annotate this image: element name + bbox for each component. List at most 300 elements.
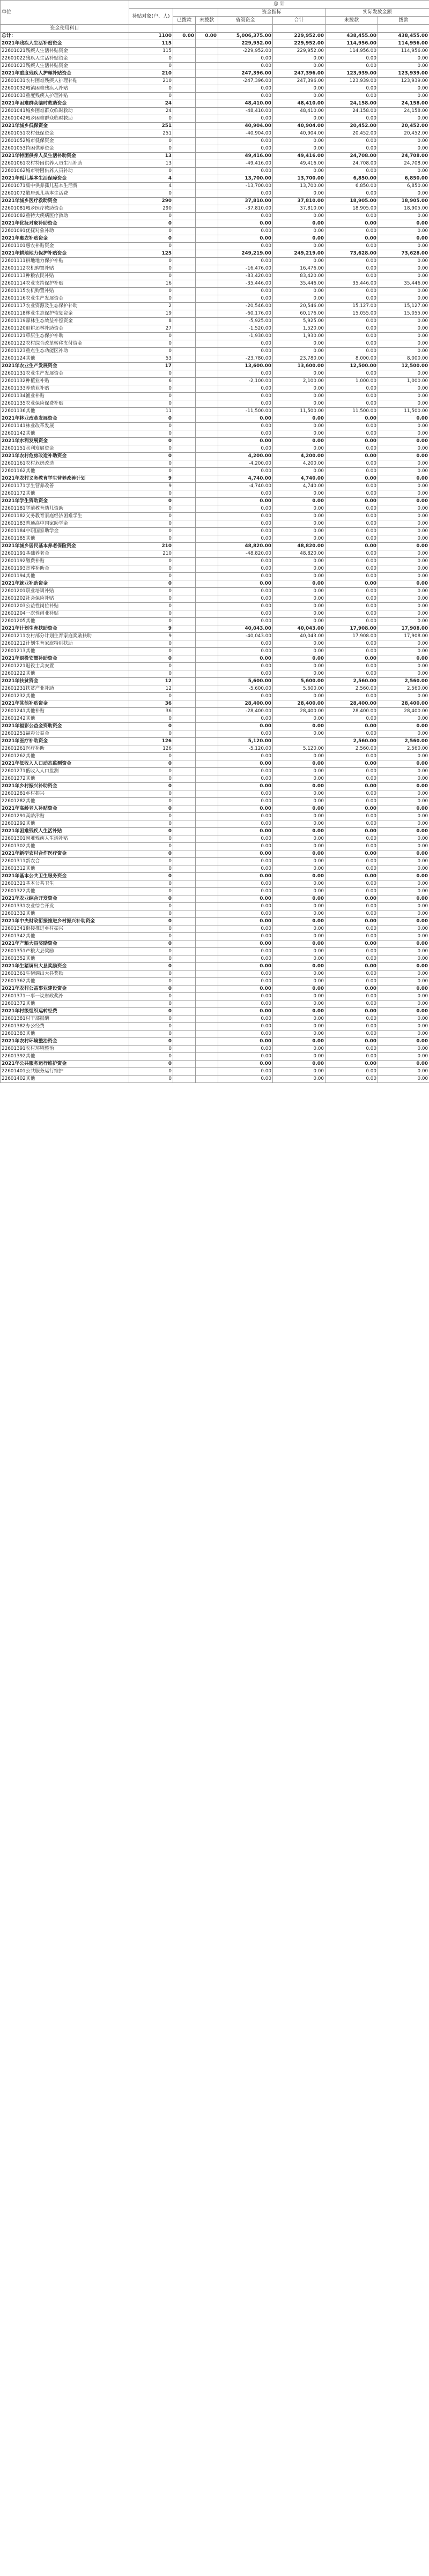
row-paid: 0.00	[378, 940, 429, 948]
row-already-paid	[173, 363, 196, 370]
row-already-paid	[173, 865, 196, 873]
row-paid: 18,905.00	[378, 205, 429, 213]
row-count: 19	[129, 310, 173, 318]
row-paid: 0.00	[378, 430, 429, 438]
row-paid: 0.00	[378, 573, 429, 580]
row-subject: 22601271低收入人口监测	[1, 768, 129, 775]
row-unpaid2: 0.00	[326, 910, 378, 918]
row-paid: 0.00	[378, 903, 429, 910]
row-subject: 22601205其他	[1, 618, 129, 625]
row-unpaid	[196, 903, 218, 910]
row-central-funds: 0.00	[218, 385, 273, 393]
row-unpaid2: 0.00	[326, 273, 378, 280]
row-already-paid	[173, 475, 196, 483]
row-unpaid2: 0.00	[326, 1000, 378, 1008]
row-unpaid	[196, 475, 218, 483]
row-unpaid2: 15,127.00	[326, 303, 378, 310]
row-subject: 22601162其他	[1, 468, 129, 475]
row-paid: 0.00	[378, 565, 429, 573]
row-paid: 0.00	[378, 393, 429, 400]
row-paid: 0.00	[378, 993, 429, 1000]
row-unpaid2: 0.00	[326, 138, 378, 145]
table-row	[1, 325, 429, 333]
row-subtotal: 0.00	[273, 978, 326, 985]
row-unpaid2: 0.00	[326, 295, 378, 303]
row-subject: 22601371一事一议财政奖补	[1, 993, 129, 1000]
row-unpaid2: 0.00	[326, 753, 378, 760]
row-unpaid2: 123,939.00	[326, 70, 378, 78]
row-count: 0	[129, 453, 173, 460]
row-count: 0	[129, 288, 173, 295]
table-row	[1, 400, 429, 408]
row-central-funds: 0.00	[218, 843, 273, 850]
row-subtotal: 13,700.00	[273, 183, 326, 190]
row-paid: 0.00	[378, 805, 429, 813]
row-central-funds: 0.00	[218, 370, 273, 378]
row-paid: 0.00	[378, 880, 429, 888]
table-row	[1, 588, 429, 595]
row-subject: 2021年福彩公益金资助资金	[1, 723, 129, 730]
row-count: 0	[129, 873, 173, 880]
row-subject: 22601342其他	[1, 933, 129, 940]
row-subtotal: 4,740.00	[273, 475, 326, 483]
row-subject: 22601341衔接推进乡村振兴	[1, 925, 129, 933]
row-subtotal: 0.00	[273, 535, 326, 543]
row-count: 17	[129, 363, 173, 370]
row-subject: 22601322其他	[1, 888, 129, 895]
row-paid: 8,000.00	[378, 355, 429, 363]
row-central-funds: 0.00	[218, 468, 273, 475]
row-unpaid2: 35,446.00	[326, 280, 378, 288]
row-unpaid2: 0.00	[326, 145, 378, 153]
row-unpaid2: 0.00	[326, 768, 378, 775]
row-subject: 22601136其他	[1, 408, 129, 415]
row-subtotal: 0.00	[273, 1023, 326, 1031]
row-count: 9	[129, 633, 173, 640]
row-paid: 0.00	[378, 235, 429, 243]
table-row	[1, 385, 429, 393]
count-header: 补贴对象(户、人)	[129, 9, 173, 25]
row-subject: 22601114农业支持保护补贴	[1, 280, 129, 288]
row-already-paid	[173, 108, 196, 115]
row-central-funds: 0.00	[218, 400, 273, 408]
row-unpaid2: 24,158.00	[326, 100, 378, 108]
row-subtotal: 0.00	[273, 1000, 326, 1008]
row-already-paid	[173, 738, 196, 745]
row-unpaid2: 0.00	[326, 340, 378, 348]
row-already-paid	[173, 400, 196, 408]
row-subject: 22601151水利发展资金	[1, 445, 129, 453]
row-subtotal: 0.00	[273, 220, 326, 228]
row-unpaid2: 0.00	[326, 573, 378, 580]
row-unpaid2: 123,939.00	[326, 78, 378, 85]
row-central-funds: -4,200.00	[218, 460, 273, 468]
row-already-paid	[173, 903, 196, 910]
row-subtotal: 0.00	[273, 288, 326, 295]
table-row	[1, 550, 429, 558]
row-unpaid	[196, 333, 218, 340]
row-subtotal: 0.00	[273, 1076, 326, 1083]
row-central-funds: 0.00	[218, 865, 273, 873]
table-row	[1, 138, 429, 145]
row-subtotal: 23,780.00	[273, 355, 326, 363]
row-unpaid	[196, 730, 218, 738]
row-paid: 0.00	[378, 520, 429, 528]
table-row	[1, 910, 429, 918]
table-row	[1, 700, 429, 708]
table-row	[1, 520, 429, 528]
row-already-paid	[173, 580, 196, 588]
row-already-paid	[173, 355, 196, 363]
row-subject: 22601312其他	[1, 865, 129, 873]
row-unpaid2: 0.00	[326, 798, 378, 805]
row-count: 0	[129, 228, 173, 235]
row-unpaid	[196, 370, 218, 378]
row-unpaid2: 0.00	[326, 63, 378, 70]
row-central-funds: 0.00	[218, 288, 273, 295]
row-paid: 0.00	[378, 423, 429, 430]
row-unpaid2: 0.00	[326, 610, 378, 618]
table-row	[1, 948, 429, 955]
row-unpaid2: 0.00	[326, 918, 378, 925]
row-subtotal: 0.00	[273, 790, 326, 798]
row-paid: 0.00	[378, 970, 429, 978]
row-subtotal: 1,930.00	[273, 333, 326, 340]
row-count: 0	[129, 775, 173, 783]
table-row	[1, 123, 429, 130]
row-central-funds: -48,820.00	[218, 550, 273, 558]
row-count: 0	[129, 1046, 173, 1053]
row-unpaid	[196, 1023, 218, 1031]
row-already-paid	[173, 715, 196, 723]
row-central-funds: 0.00	[218, 970, 273, 978]
subject-header: 资金使用科目	[1, 25, 129, 33]
row-already-paid	[173, 753, 196, 760]
row-unpaid	[196, 618, 218, 625]
row-count: 0	[129, 978, 173, 985]
row-count: 4	[129, 175, 173, 183]
row-paid: 0.00	[378, 288, 429, 295]
row-unpaid	[196, 648, 218, 655]
row-already-paid	[173, 55, 196, 63]
row-subtotal: 0.00	[273, 670, 326, 678]
row-count: 0	[129, 243, 173, 250]
row-count: 0	[129, 115, 173, 123]
row-count: 251	[129, 130, 173, 138]
row-already-paid	[173, 970, 196, 978]
row-unpaid	[196, 1061, 218, 1068]
row-already-paid	[173, 228, 196, 235]
row-unpaid2: 0.00	[326, 618, 378, 625]
row-count: 0	[129, 693, 173, 700]
row-count: 0	[129, 895, 173, 903]
row-already-paid	[173, 678, 196, 685]
row-unpaid	[196, 168, 218, 175]
row-central-funds: -16,476.00	[218, 265, 273, 273]
row-unpaid	[196, 1031, 218, 1038]
table-row	[1, 730, 429, 738]
row-unpaid	[196, 273, 218, 280]
row-subject: 2021年村级组织运转经费	[1, 1008, 129, 1016]
row-paid: 0.00	[378, 85, 429, 93]
table-row	[1, 258, 429, 265]
row-subject: 2021年扶贫资金	[1, 678, 129, 685]
row-unpaid2: 0.00	[326, 925, 378, 933]
row-central-funds: 28,400.00	[218, 700, 273, 708]
table-row	[1, 145, 429, 153]
row-count: 24	[129, 100, 173, 108]
row-subject: 2021年基本公共卫生服务资金	[1, 873, 129, 880]
row-unpaid	[196, 850, 218, 858]
row-paid: 0.00	[378, 580, 429, 588]
row-paid: 0.00	[378, 775, 429, 783]
row-paid: 0.00	[378, 550, 429, 558]
row-paid: 0.00	[378, 655, 429, 663]
row-already-paid	[173, 280, 196, 288]
row-already-paid	[173, 498, 196, 505]
row-subtotal: 0.00	[273, 145, 326, 153]
subsidy-funds-table	[0, 0, 429, 1083]
row-central-funds: 0.00	[218, 213, 273, 220]
row-already-paid	[173, 933, 196, 940]
row-paid: 0.00	[378, 858, 429, 865]
table-row	[1, 993, 429, 1000]
row-central-funds: 0.00	[218, 1008, 273, 1016]
row-unpaid2: 0.00	[326, 1008, 378, 1016]
row-unpaid2: 73,628.00	[326, 250, 378, 258]
row-count: 0	[129, 333, 173, 340]
row-subtotal: 249,219.00	[273, 250, 326, 258]
row-count: 1100	[129, 33, 173, 40]
row-subtotal: 37,810.00	[273, 205, 326, 213]
row-central-funds: -37,810.00	[218, 205, 273, 213]
row-already-paid	[173, 288, 196, 295]
total-header: 总 计	[129, 1, 429, 9]
row-subtotal: 0.00	[273, 520, 326, 528]
table-row	[1, 528, 429, 535]
table-row	[1, 835, 429, 843]
row-already-paid	[173, 220, 196, 228]
table-row	[1, 1068, 429, 1076]
row-unpaid	[196, 243, 218, 250]
actual-paid-header: 实际发放金额	[326, 9, 429, 17]
row-subject: 22601391农村环境整治	[1, 1046, 129, 1053]
row-unpaid2: 24,158.00	[326, 108, 378, 115]
table-row	[1, 265, 429, 273]
row-count: 0	[129, 1008, 173, 1016]
row-unpaid2: 15,055.00	[326, 310, 378, 318]
row-unpaid2: 0.00	[326, 258, 378, 265]
row-subtotal: 0.00	[273, 528, 326, 535]
table-row	[1, 723, 429, 730]
table-row	[1, 925, 429, 933]
table-row	[1, 468, 429, 475]
row-unpaid	[196, 48, 218, 55]
row-subject: 22601242其他	[1, 715, 129, 723]
row-unpaid	[196, 258, 218, 265]
row-already-paid	[173, 873, 196, 880]
row-already-paid	[173, 625, 196, 633]
row-already-paid	[173, 333, 196, 340]
table-row	[1, 850, 429, 858]
row-count: 0	[129, 528, 173, 535]
row-subject: 2021年优抚对象补助资金	[1, 220, 129, 228]
row-unpaid	[196, 978, 218, 985]
row-subtotal: 0.00	[273, 775, 326, 783]
row-already-paid	[173, 310, 196, 318]
row-count: 0	[129, 663, 173, 670]
row-central-funds: 0.00	[218, 430, 273, 438]
row-central-funds: 49,416.00	[218, 153, 273, 160]
row-central-funds: 0.00	[218, 295, 273, 303]
row-paid: 0.00	[378, 978, 429, 985]
row-already-paid	[173, 1053, 196, 1061]
row-subtotal: 0.00	[273, 783, 326, 790]
row-count: 0	[129, 235, 173, 243]
row-paid: 0.00	[378, 138, 429, 145]
row-unpaid2: 0.00	[326, 565, 378, 573]
row-subject: 22601118林业生态保护恢复资金	[1, 310, 129, 318]
row-unpaid2: 0.00	[326, 775, 378, 783]
row-subject: 2021年城乡居民基本养老保险资金	[1, 543, 129, 550]
table-row	[1, 1000, 429, 1008]
central-funds-header: 省级资金	[218, 17, 273, 25]
row-already-paid	[173, 1038, 196, 1046]
row-already-paid	[173, 550, 196, 558]
row-paid: 0.00	[378, 505, 429, 513]
row-unpaid2: 0.00	[326, 85, 378, 93]
table-row	[1, 745, 429, 753]
row-unpaid2: 0.00	[326, 513, 378, 520]
row-paid: 17,908.00	[378, 633, 429, 640]
row-unpaid2: 0.00	[326, 468, 378, 475]
row-central-funds: 0.00	[218, 138, 273, 145]
row-unpaid	[196, 543, 218, 550]
row-subject: 22601161农村危房改造	[1, 460, 129, 468]
row-count: 0	[129, 753, 173, 760]
row-subject: 22601292其他	[1, 820, 129, 828]
row-unpaid2: 0.00	[326, 783, 378, 790]
table-row	[1, 33, 429, 40]
row-subject: 22601192缴费补贴	[1, 558, 129, 565]
row-already-paid	[173, 528, 196, 535]
row-unpaid2: 0.00	[326, 423, 378, 430]
row-unpaid	[196, 558, 218, 565]
row-subject: 22601122农村综合改革转移支付资金	[1, 340, 129, 348]
row-paid: 114,956.00	[378, 40, 429, 48]
row-subtotal: 48,410.00	[273, 100, 326, 108]
row-unpaid	[196, 78, 218, 85]
row-central-funds: 0.00	[218, 535, 273, 543]
row-paid: 20,452.00	[378, 130, 429, 138]
row-subject: 2021年其他补贴资金	[1, 700, 129, 708]
row-paid: 0.00	[378, 730, 429, 738]
table-row	[1, 453, 429, 460]
row-unpaid	[196, 565, 218, 573]
row-central-funds: 0.00	[218, 723, 273, 730]
row-paid: 0.00	[378, 663, 429, 670]
row-count: 24	[129, 108, 173, 115]
row-subject: 2021年退役安置补助资金	[1, 655, 129, 663]
table-row	[1, 1061, 429, 1068]
row-paid: 0.00	[378, 468, 429, 475]
row-subject: 22601261医疗补助	[1, 745, 129, 753]
row-subtotal: 20,546.00	[273, 303, 326, 310]
row-subject: 22601201职业培训补贴	[1, 588, 129, 595]
row-subtotal: 28,400.00	[273, 708, 326, 715]
row-unpaid	[196, 783, 218, 790]
row-count: 0	[129, 295, 173, 303]
row-already-paid	[173, 1016, 196, 1023]
row-unpaid	[196, 910, 218, 918]
row-central-funds: 0.00	[218, 910, 273, 918]
row-central-funds: 0.00	[218, 798, 273, 805]
table-row	[1, 415, 429, 423]
row-unpaid	[196, 85, 218, 93]
row-paid: 0.00	[378, 783, 429, 790]
row-count: 0	[129, 940, 173, 948]
row-unpaid2: 0.00	[326, 93, 378, 100]
row-unpaid	[196, 925, 218, 933]
row-subject: 2021年林业改革发展资金	[1, 415, 129, 423]
row-subtotal: 0.00	[273, 918, 326, 925]
table-row	[1, 393, 429, 400]
row-unpaid2: 0.00	[326, 558, 378, 565]
row-unpaid2: 0.00	[326, 843, 378, 850]
row-subtotal: 0.00	[273, 565, 326, 573]
row-central-funds: 40,043.00	[218, 625, 273, 633]
row-subtotal: 13,700.00	[273, 175, 326, 183]
row-subject: 22601332其他	[1, 910, 129, 918]
row-subject: 22601091优抚对象补助	[1, 228, 129, 235]
row-already-paid	[173, 663, 196, 670]
row-already-paid	[173, 850, 196, 858]
row-unpaid	[196, 843, 218, 850]
row-central-funds: 0.00	[218, 93, 273, 100]
row-subject: 2021年惠农补贴资金	[1, 235, 129, 243]
row-already-paid	[173, 258, 196, 265]
row-central-funds: 0.00	[218, 1000, 273, 1008]
row-unpaid2: 0.00	[326, 655, 378, 663]
row-subject: 22601119森林生态效益补偿资金	[1, 318, 129, 325]
row-unpaid	[196, 1038, 218, 1046]
row-unpaid2: 0.00	[326, 648, 378, 655]
row-count: 0	[129, 993, 173, 1000]
table-row	[1, 663, 429, 670]
row-unpaid	[196, 138, 218, 145]
table-row	[1, 708, 429, 715]
blank-header	[173, 9, 218, 17]
row-already-paid	[173, 993, 196, 1000]
row-subject: 2021年困难残疾人生活补贴	[1, 828, 129, 835]
row-count: 115	[129, 40, 173, 48]
row-paid: 0.00	[378, 753, 429, 760]
row-subtotal: 0.00	[273, 258, 326, 265]
row-already-paid	[173, 370, 196, 378]
row-count: 0	[129, 93, 173, 100]
row-unpaid2: 0.00	[326, 790, 378, 798]
row-subtotal: 0.00	[273, 618, 326, 625]
row-subject: 22601051农村低保资金	[1, 130, 129, 138]
row-unpaid	[196, 213, 218, 220]
row-central-funds: -40,043.00	[218, 633, 273, 640]
row-already-paid	[173, 130, 196, 138]
row-subtotal: 0.00	[273, 235, 326, 243]
row-unpaid	[196, 588, 218, 595]
row-unpaid	[196, 753, 218, 760]
row-count: 0	[129, 513, 173, 520]
row-paid: 0.00	[378, 400, 429, 408]
